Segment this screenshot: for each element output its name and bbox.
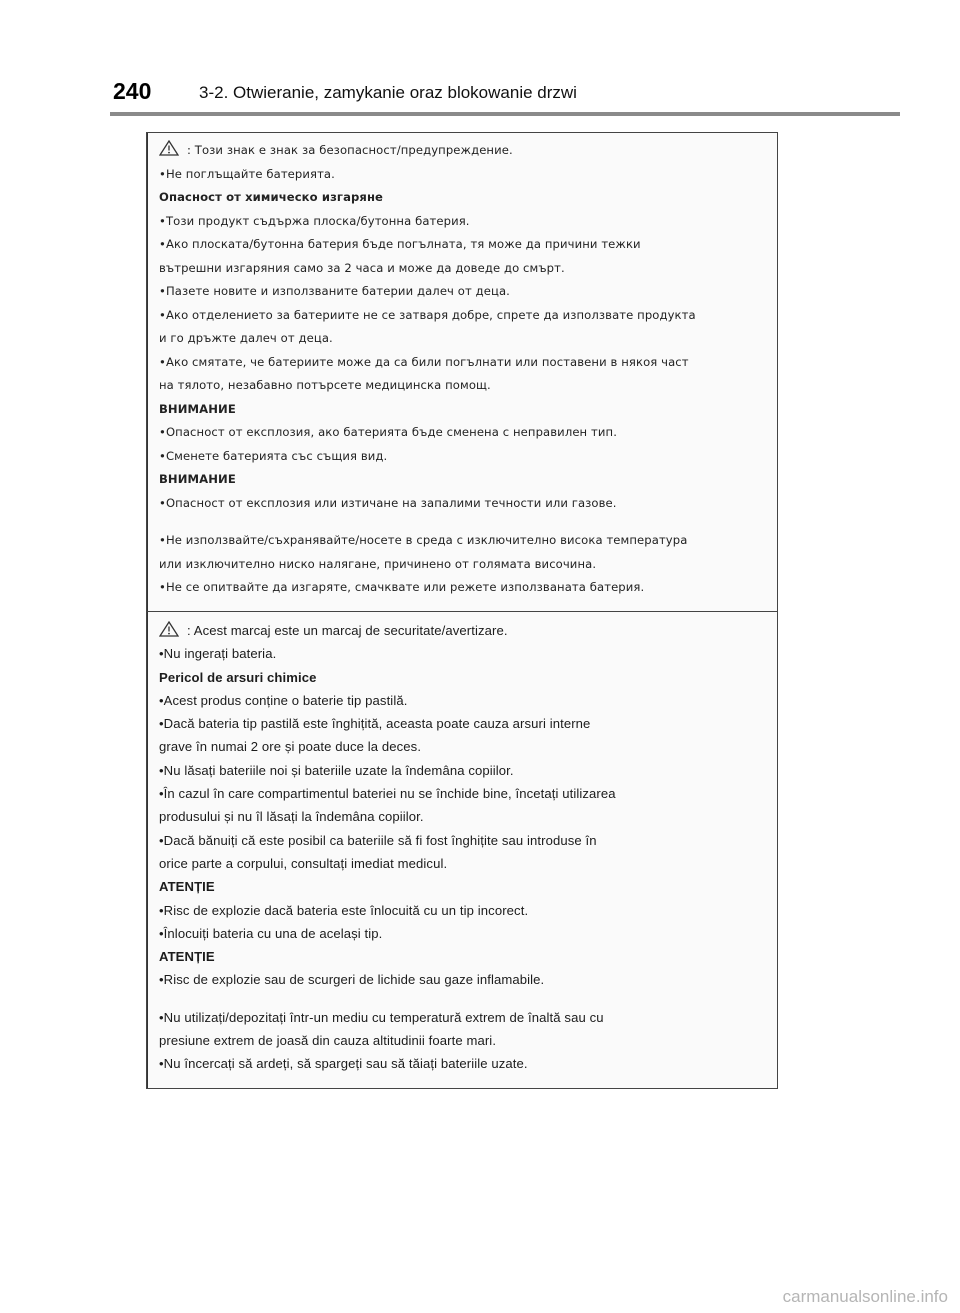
ro-line: •Dacă bănuiți că este posibil ca bateriile să fi fost înghițite sau introduse în [159,832,597,848]
bulgarian-warning-panel [159,139,764,600]
ro-line: •În cazul în care compartimentul bateriei nu se închide bine, încetați utilizarea [159,786,616,802]
bg-line: •Сменете батерията със същия вид. [159,448,388,463]
ro-line: •Nu ingerați bateria. [159,646,277,662]
ro-line: •Nu lăsați bateriile noi și bateriile uzate la îndemâna copiilor. [159,762,514,778]
bg-line: •Не поглъщайте батерията. [159,166,335,181]
ro-line: •Înlocuiți bateria cu una de același tip. [159,925,383,941]
bg-line: •Не използвайте/съхранявайте/носете в среда с изключително висока температура [159,533,688,547]
bg-line: •Ако отделението за батериите не се затваря добре, спрете да използвате продукта [159,307,696,322]
bg-line: вътрешни изгаряния само за 2 часа и може да доведе до смърт. [159,260,565,275]
ro-heading: Pericol de arsuri chimice [159,669,317,685]
ro-line: •Nu încercați să ardeți, să spargeți sau să tăiați bateriile uzate. [159,1056,528,1072]
page-header [0,0,960,120]
bg-line: •Не се опитвайте да изгаряте, смачквате или режете използваната батерия. [159,580,645,594]
ro-line: grave în numai 2 ore și poate duce la deces. [159,739,422,755]
ro-line: •Nu utilizați/depozitați într-un mediu cu temperatură extrem de înaltă sau cu [159,1009,604,1025]
ro-safety-mark-line [159,619,764,642]
bg-heading: Опасност от химическо изгаряне [159,190,384,204]
header-divider [110,112,900,116]
scanned-warning-label [146,132,778,1089]
bg-line: •Ако смятате, че батериите може да са били погълнати или поставени в някоя част [159,354,689,369]
bg-safety-mark-line [159,139,764,163]
ro-line: produsului și nu îl lăsați la îndemâna copiilor. [159,809,424,825]
bg-heading: ВНИМАНИЕ [159,472,236,486]
ro-line: presiune extrem de joasă din cauza altitudinii foarte mari. [159,1033,497,1049]
bg-line: •Опасност от експлозия, ако батерията бъде сменена с неправилен тип. [159,425,617,439]
bg-line-text: : Този знак е знак за безопасност/предупреждение. [187,143,513,157]
ro-line: •Acest produs conține o baterie tip pastilă. [159,692,408,708]
ro-line-text: : Acest marcaj este un marcaj de securitate/avertizare. [187,623,508,638]
language-divider [147,611,777,612]
section-title: 3-2. Otwieranie, zamykanie oraz blokowanie drzwi [199,83,577,102]
ro-line: •Risc de explozie sau de scurgeri de lichide sau gaze inflamabile. [159,972,545,988]
bg-line: •Пазете новите и използваните батерии далеч от деца. [159,284,510,298]
page-number: 240 [113,78,152,104]
ro-heading: ATENȚIE [159,949,215,965]
bg-line: или изключително ниско налягане, причинено от голямата височина. [159,556,597,571]
bg-line: •Този продукт съдържа плоска/бутонна батерия. [159,213,470,228]
ro-line: •Dacă bateria tip pastilă este înghițită, aceasta poate cauza arsuri interne [159,716,591,732]
site-watermark: carmanualsonline.info [782,1287,948,1306]
ro-line: orice parte a corpului, consultați imediat medicul. [159,855,448,871]
bg-heading: ВНИМАНИЕ [159,401,236,416]
ro-line: •Risc de explozie dacă bateria este înlocuită cu un tip incorect. [159,902,529,918]
romanian-warning-panel [159,619,764,1076]
bg-line: на тялото, незабавно потърсете медицинска помощ. [159,378,491,392]
ro-heading: ATENȚIE [159,879,215,895]
warning-triangle-icon [159,621,179,637]
bg-line: и го дръжте далеч от деца. [159,331,333,345]
bg-line: •Опасност от експлозия или изтичане на запалими течности или газове. [159,495,617,510]
bg-line: •Ако плоската/бутонна батерия бъде погълната, тя може да причини тежки [159,237,641,251]
warning-triangle-icon [159,140,179,156]
